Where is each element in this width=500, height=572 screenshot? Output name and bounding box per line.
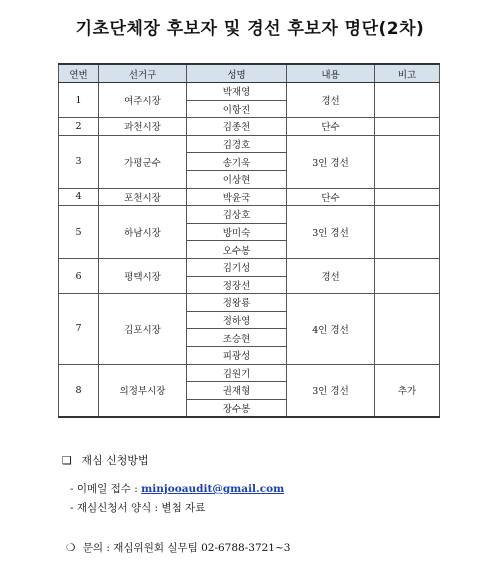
circle-bullet-icon: ❍	[66, 542, 76, 554]
header-district: 선거구	[99, 64, 187, 83]
cell-district: 과천시장	[99, 118, 187, 136]
email-line	[70, 481, 284, 496]
cell-no: 8	[59, 364, 99, 417]
cell-note	[375, 294, 440, 364]
cell-no: 4	[59, 188, 99, 206]
cell-note	[375, 188, 440, 206]
table-header-row	[59, 64, 440, 83]
cell-district: 김포시장	[99, 294, 187, 364]
cell-name: 이항진	[187, 100, 287, 118]
cell-name: 조승현	[187, 329, 287, 347]
cell-name: 박윤국	[187, 188, 287, 206]
cell-no: 5	[59, 206, 99, 259]
cell-name: 정하영	[187, 311, 287, 329]
contact-text: 문의 : 재심위원회 실무팀 02-6788-3721~3	[82, 542, 291, 554]
table-row	[59, 364, 440, 382]
cell-district: 여주시장	[99, 83, 187, 118]
header-note: 비고	[375, 64, 440, 83]
candidate-table	[58, 63, 440, 418]
table-row	[59, 294, 440, 312]
cell-name: 오수봉	[187, 241, 287, 259]
cell-name: 장수봉	[187, 399, 287, 417]
page-title: 기초단체장 후보자 및 경선 후보자 명단(2차)	[75, 19, 425, 39]
cell-content: 3인 경선	[287, 364, 375, 417]
cell-name: 김원기	[187, 364, 287, 382]
table-row	[59, 135, 440, 153]
cell-name: 박재영	[187, 83, 287, 101]
cell-no: 2	[59, 118, 99, 136]
cell-no: 6	[59, 258, 99, 293]
cell-content: 단수	[287, 188, 375, 206]
cell-no: 7	[59, 294, 99, 364]
cell-district: 포천시장	[99, 188, 187, 206]
cell-no: 1	[59, 83, 99, 118]
cell-note: 추가	[375, 364, 440, 417]
header-no: 연번	[59, 64, 99, 83]
cell-content: 3인 경선	[287, 135, 375, 188]
table-row	[59, 118, 440, 136]
cell-note	[375, 206, 440, 259]
cell-content: 단수	[287, 118, 375, 136]
cell-name: 권재형	[187, 382, 287, 400]
email-link[interactable]: minjooaudit@gmail.com	[141, 483, 285, 495]
cell-district: 의정부시장	[99, 364, 187, 417]
header-name: 성명	[187, 64, 287, 83]
table-row	[59, 206, 440, 224]
form-line: - 재심신청서 양식 : 별첨 자료	[70, 502, 206, 514]
cell-name: 방미숙	[187, 223, 287, 241]
email-prefix: - 이메일 접수 :	[70, 483, 142, 495]
cell-content: 경선	[287, 83, 375, 118]
header-content: 내용	[287, 64, 375, 83]
cell-district: 하남시장	[99, 206, 187, 259]
cell-note	[375, 258, 440, 293]
table-row	[59, 188, 440, 206]
cell-name: 김상호	[187, 206, 287, 224]
cell-name: 김경호	[187, 135, 287, 153]
cell-name: 송기욱	[187, 153, 287, 171]
review-heading-text: 재심 신청방법	[81, 454, 149, 467]
cell-no: 3	[59, 135, 99, 188]
table-row	[59, 258, 440, 276]
cell-name: 피광성	[187, 346, 287, 364]
cell-note	[375, 135, 440, 188]
table-body	[59, 83, 440, 418]
cell-name: 정왕룡	[187, 294, 287, 312]
cell-name: 김종천	[187, 118, 287, 136]
table-row	[59, 83, 440, 101]
cell-district: 가평군수	[99, 135, 187, 188]
checkbox-bullet-icon: ❑	[62, 454, 72, 467]
cell-note	[375, 83, 440, 118]
review-heading	[62, 452, 149, 468]
cell-content: 4인 경선	[287, 294, 375, 364]
cell-name: 김기성	[187, 258, 287, 276]
cell-content: 3인 경선	[287, 206, 375, 259]
contact-line	[66, 540, 290, 555]
cell-name: 이상현	[187, 170, 287, 188]
cell-content: 경선	[287, 258, 375, 293]
cell-note	[375, 118, 440, 136]
cell-name: 정장선	[187, 276, 287, 294]
cell-district: 평택시장	[99, 258, 187, 293]
